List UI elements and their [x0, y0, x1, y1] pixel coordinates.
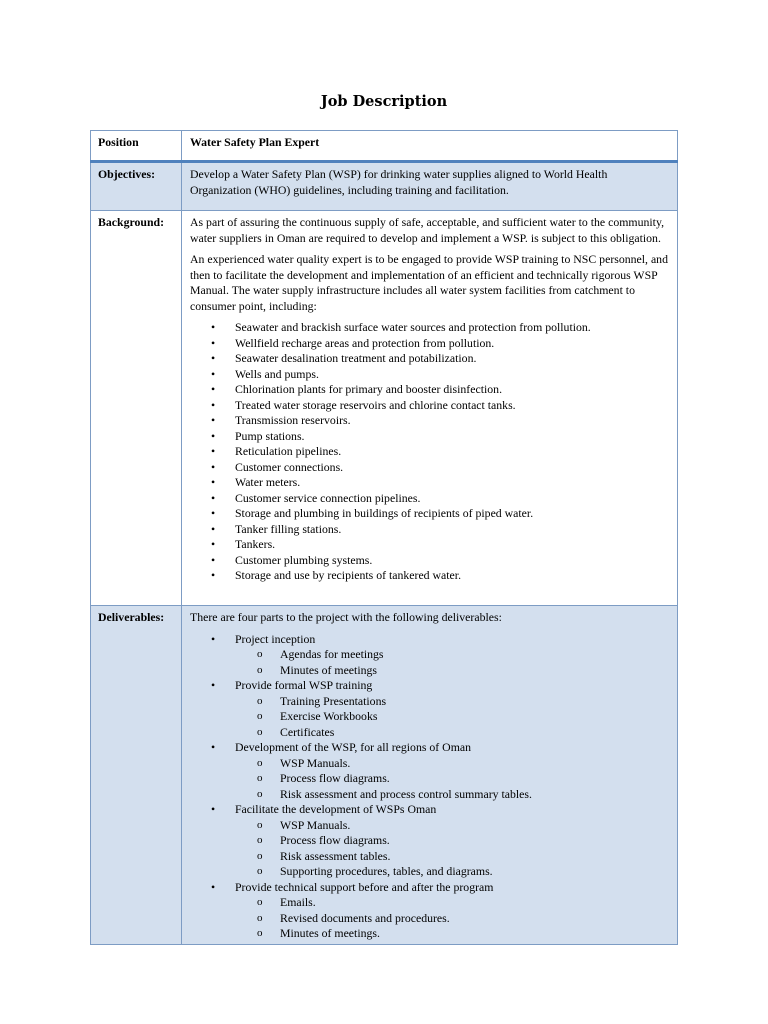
bullet-icon: •: [211, 631, 216, 646]
deliverable-subitem-text: Training Presentations: [280, 693, 387, 708]
deliverable-subitem: [190, 864, 671, 880]
bullet-icon: •: [211, 802, 216, 816]
circle-bullet-icon: o: [257, 663, 263, 676]
background-list-item-text: Storage and use by recipients of tankered water.: [235, 568, 462, 582]
background-list-item-text: Treated water storage reservoirs and chlorine contact tanks.: [235, 397, 516, 412]
background-paragraph-1: As part of assuring the continuous supply of safe, acceptable, and sufficient water to the community, water suppliers in Oman are required to develop and implement a WSP. is subject to this obligation.: [190, 215, 665, 245]
background-list-item: [190, 475, 671, 491]
deliverables-intro: There are four parts to the project with the following deliverables:: [190, 610, 502, 624]
background-list-item-text: Reticulation pipelines.: [235, 444, 342, 458]
background-list-item: [190, 413, 671, 429]
position-value: Water Safety Plan Expert: [182, 131, 678, 162]
background-label: Background:: [91, 211, 182, 606]
circle-bullet-icon: o: [257, 772, 263, 784]
bullet-icon: •: [211, 366, 216, 381]
circle-bullet-icon: o: [257, 648, 263, 660]
bullet-icon: •: [211, 351, 216, 365]
background-list-item-text: Chlorination plants for primary and booster disinfection.: [235, 382, 503, 396]
bullet-icon: •: [211, 428, 216, 443]
background-list-item: [190, 491, 671, 507]
bullet-icon: •: [211, 568, 216, 582]
bullet-icon: •: [211, 444, 216, 458]
bullet-icon: •: [211, 740, 216, 754]
document-title: Job Description: [320, 93, 448, 110]
deliverable-subitem: [190, 663, 671, 679]
deliverables-list: [190, 632, 671, 942]
background-list-item: [190, 568, 671, 584]
background-list-item-text: Customer plumbing systems.: [235, 552, 373, 567]
background-list-item: [190, 336, 671, 352]
deliverable-item: [190, 678, 671, 740]
deliverable-subitem: [190, 709, 671, 725]
bullet-icon: •: [211, 490, 216, 505]
background-list-item-text: Storage and plumbing in buildings of recipients of piped water.: [235, 506, 534, 520]
bullet-icon: •: [211, 320, 216, 334]
deliverable-title: Facilitate the development of WSPs Oman: [235, 802, 437, 816]
deliverable-subitem: [190, 771, 671, 787]
circle-bullet-icon: o: [257, 896, 263, 908]
background-list-item: [190, 553, 671, 569]
background-list-item-text: Pump stations.: [235, 428, 305, 443]
bullet-icon: •: [211, 475, 216, 489]
deliverable-subitem-text: Process flow diagrams.: [280, 771, 390, 785]
objectives-row: [91, 162, 678, 211]
deliverable-subitem-text: WSP Manuals.: [280, 755, 351, 770]
background-list-item-text: Customer service connection pipelines.: [235, 490, 421, 505]
circle-bullet-icon: o: [257, 787, 263, 800]
deliverable-subitem-text: Exercise Workbooks: [280, 709, 378, 723]
background-list-item-text: Seawater and brackish surface water sources and protection from pollution.: [235, 320, 591, 334]
deliverable-subitem-text: Emails.: [280, 895, 316, 909]
deliverable-title: Provide technical support before and after the program: [235, 879, 494, 894]
bullet-icon: •: [211, 537, 216, 551]
background-list-item-text: Tanker filling stations.: [235, 521, 342, 536]
circle-bullet-icon: o: [257, 725, 263, 738]
background-paragraph-2: An experienced water quality expert is to be engaged to provide WSP training to NSC personnel, and then to facilitate the development and implementation of an efficient and technically rigorous WSP Manual. The water supply infrastructure includes all water system facilities from catchment to consumer point, including:: [190, 252, 668, 313]
background-list-item: [190, 382, 671, 398]
bullet-icon: •: [211, 413, 216, 427]
deliverable-subitem-text: Supporting procedures, tables, and diagrams.: [280, 864, 493, 878]
bullet-icon: •: [211, 335, 216, 350]
circle-bullet-icon: o: [257, 865, 263, 877]
deliverable-item: [190, 632, 671, 679]
circle-bullet-icon: o: [257, 710, 263, 722]
background-list-item: [190, 367, 671, 383]
deliverable-item: [190, 740, 671, 802]
circle-bullet-icon: o: [257, 694, 263, 707]
circle-bullet-icon: o: [257, 834, 263, 846]
deliverable-subitem: [190, 849, 671, 865]
background-list-item-text: Water meters.: [235, 475, 301, 489]
deliverable-subitem: [190, 787, 671, 803]
deliverable-subitem: [190, 926, 671, 942]
deliverable-title: Development of the WSP, for all regions of Oman: [235, 740, 472, 754]
deliverable-title: Project inception: [235, 631, 316, 646]
deliverable-subitem: [190, 895, 671, 911]
deliverable-subitem: [190, 647, 671, 663]
deliverable-subitem-text: Certificates: [280, 724, 335, 739]
background-list-item: [190, 320, 671, 336]
deliverable-subitem: [190, 725, 671, 741]
job-description-table: [90, 130, 678, 945]
background-list-item-text: Wells and pumps.: [235, 366, 319, 381]
deliverable-sublist: [235, 647, 671, 678]
background-list-item: [190, 522, 671, 538]
deliverables-cell: [182, 606, 678, 945]
background-list-item: [190, 351, 671, 367]
bullet-icon: •: [211, 459, 216, 474]
background-list-item: [190, 429, 671, 445]
deliverable-item: [190, 880, 671, 942]
deliverable-subitem-text: Process flow diagrams.: [280, 833, 390, 847]
bullet-icon: •: [211, 397, 216, 412]
circle-bullet-icon: o: [257, 911, 263, 924]
bullet-icon: •: [211, 678, 216, 692]
bullet-icon: •: [211, 879, 216, 894]
bullet-icon: •: [211, 552, 216, 567]
background-list-item-text: Transmission reservoirs.: [235, 413, 351, 427]
deliverable-sublist: [235, 818, 671, 880]
deliverable-subitem-text: WSP Manuals.: [280, 817, 351, 832]
background-list-item-text: Wellfield recharge areas and protection from pollution.: [235, 335, 495, 350]
deliverable-sublist: [235, 895, 671, 942]
deliverable-sublist: [235, 756, 671, 803]
background-list-item: [190, 537, 671, 553]
objectives-text: Develop a Water Safety Plan (WSP) for drinking water supplies aligned to World Health Organization (WHO) guidelines, including training and facilitation.: [182, 162, 678, 211]
background-list-item: [190, 398, 671, 414]
deliverable-subitem: [190, 911, 671, 927]
deliverables-label: Deliverables:: [91, 606, 182, 945]
deliverable-sublist: [235, 694, 671, 741]
background-cell: [182, 211, 678, 606]
background-row: [91, 211, 678, 606]
objectives-label: Objectives:: [91, 162, 182, 211]
background-list-item: [190, 444, 671, 460]
deliverable-title: Provide formal WSP training: [235, 678, 373, 692]
background-list-item-text: Customer connections.: [235, 459, 344, 474]
circle-bullet-icon: o: [257, 849, 263, 862]
deliverable-subitem-text: Revised documents and procedures.: [280, 910, 450, 925]
bullet-icon: •: [211, 506, 216, 520]
background-list-item: [190, 506, 671, 522]
background-list-item-text: Seawater desalination treatment and potabilization.: [235, 351, 477, 365]
bullet-icon: •: [211, 382, 216, 396]
circle-bullet-icon: o: [257, 927, 263, 939]
deliverable-subitem: [190, 818, 671, 834]
circle-bullet-icon: o: [257, 756, 263, 769]
deliverable-subitem: [190, 756, 671, 772]
deliverable-subitem-text: Risk assessment tables.: [280, 848, 391, 863]
deliverable-item: [190, 802, 671, 880]
deliverable-subitem: [190, 694, 671, 710]
position-row: [91, 131, 678, 162]
deliverables-row: [91, 606, 678, 945]
background-list-item: [190, 460, 671, 476]
circle-bullet-icon: o: [257, 818, 263, 831]
bullet-icon: •: [211, 521, 216, 536]
deliverable-subitem-text: Agendas for meetings: [280, 647, 384, 661]
background-list-item-text: Tankers.: [235, 537, 276, 551]
deliverable-subitem-text: Minutes of meetings.: [280, 926, 380, 940]
background-list: [190, 320, 671, 584]
deliverable-subitem-text: Minutes of meetings: [280, 662, 377, 677]
deliverable-subitem: [190, 833, 671, 849]
deliverable-subitem-text: Risk assessment and process control summary tables.: [280, 786, 532, 801]
position-label: Position: [91, 131, 182, 162]
